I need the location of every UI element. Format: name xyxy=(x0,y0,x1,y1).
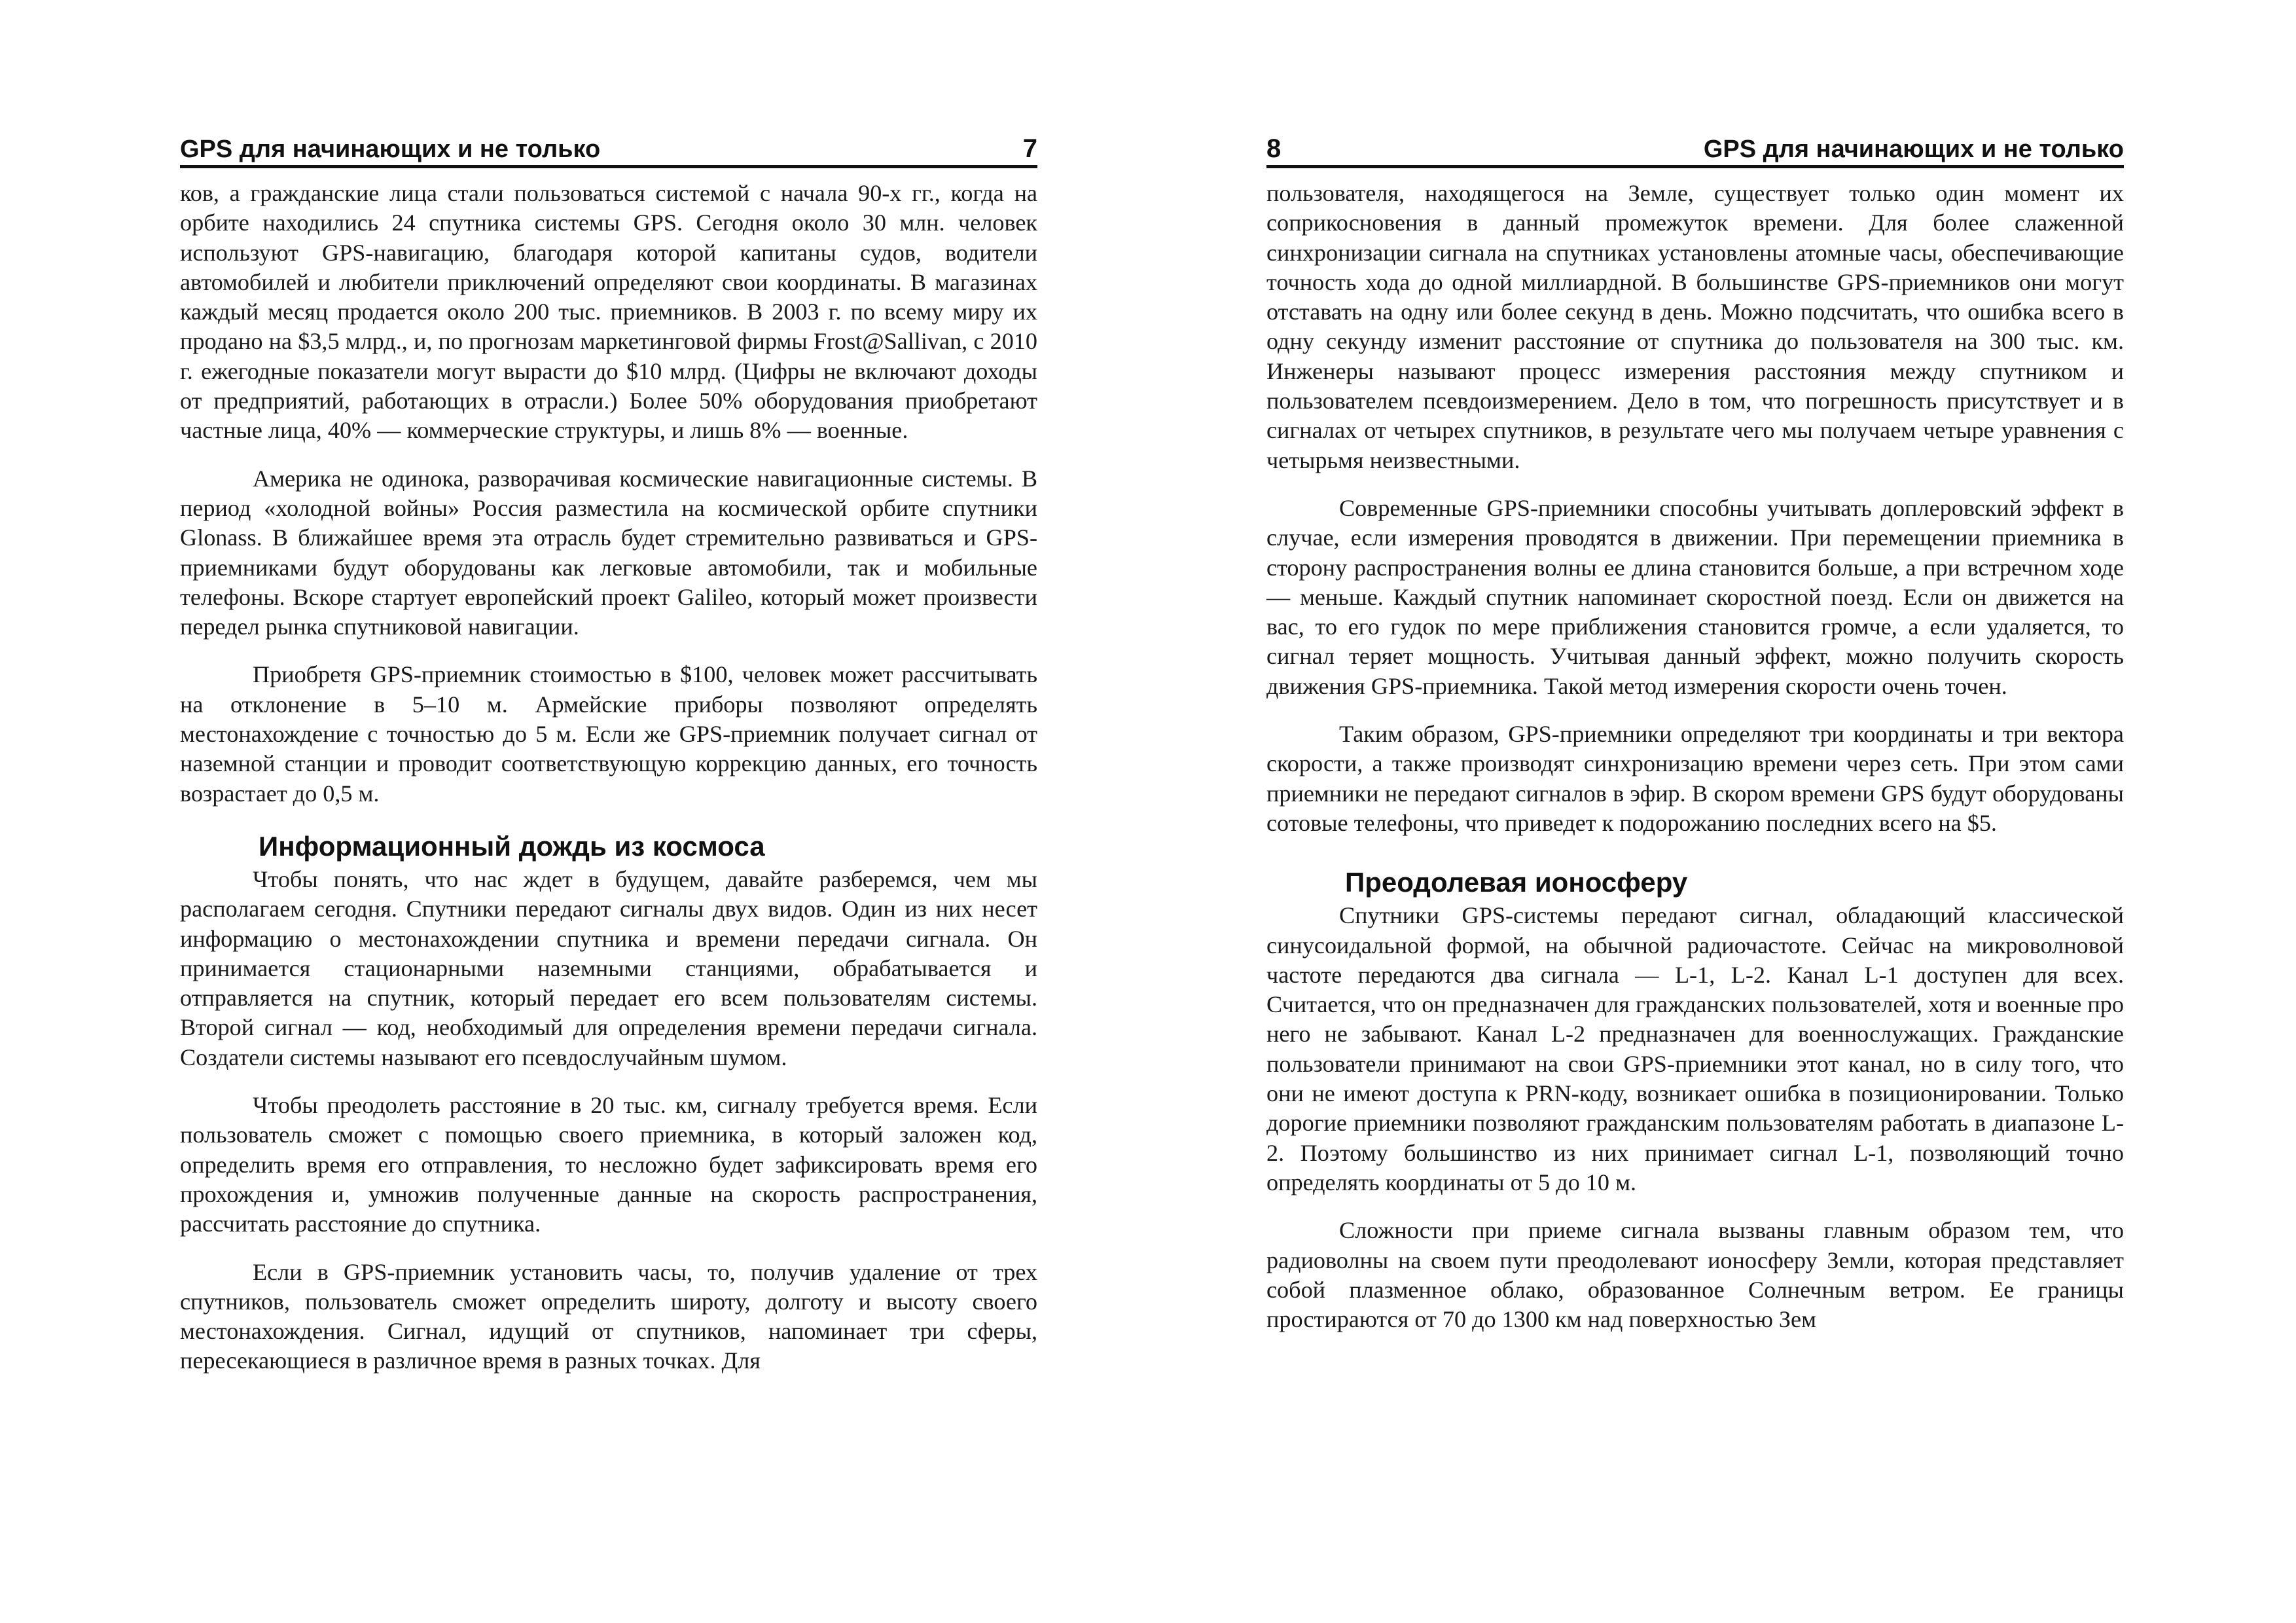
left-body-text xyxy=(180,179,1037,1376)
paragraph: Если в GPS-приемник установить часы, то, получив удаление от трех спутников, пользователь сможет определить широту, долготу и высоту своего местонахождения. Сигнал, идущий от спутников, напоминает три сферы, пересекающиеся в различное время в разных точках. Для xyxy=(180,1258,1037,1374)
paragraph: пользователя, находящегося на Земле, существует только один момент их соприкосновения в данный промежуток времени. Для более слаженной синхронизации сигнала на спутниках установлены атомные часы, обеспечивающие точность хода до одной миллиардной. В большинстве GPS-приемников они могут отставать на одну или более секунд в день. Можно подсчитать, что ошибка всего в одну секунду изменит расстояние от спутника до пользователя на 300 тыс. км. Инженеры называют процесс измерения расстояния между спутником и пользователем псевдоизмерением. Дело в том, что погрешность присутствует и в сигналах от четырех спутников, в результате чего мы получаем четыре уравнения с четырьмя неизвестными. xyxy=(1266,180,2124,473)
paragraph: Таким образом, GPS-приемники определяют три координаты и три вектора скорости, а также производят синхронизацию времени через сеть. При этом сами приемники не передают сигналов в эфир. В скором времени GPS будут оборудованы сотовые телефоны, что приведет к подорожанию последних всего на $5. xyxy=(1266,721,2124,836)
paragraph: Америка не одинока, разворачивая космические навигационные системы. В период «холодной войны» Россия разместила на космической орбите спутники Glonass. В ближайшее время эта отрасль будет стремительно развиваться и GPS-приемниками будут оборудованы как легковые автомобили, так и мобильные телефоны. Вскоре стартует европейский проект Galileo, который может произвести передел рынка спутниковой навигации. xyxy=(180,465,1037,640)
paragraph: Сложности при приеме сигнала вызваны главным образом тем, что радиоволны на своем пути преодолевают ионосферу Земли, которая представляет собой плазменное облако, образованное Солнечным ветром. Ее границы простираются от 70 до 1300 км над поверхностью Зем xyxy=(1266,1217,2124,1333)
right-body-text xyxy=(1266,179,2124,1334)
right-page xyxy=(1266,131,2124,1334)
paragraph: Спутники GPS-системы передают сигнал, обладающий классической синусоидальной формой, на обычной радиочастоте. Сейчас на микроволновой частоте передаются два сигнала — L-1, L-2. Канал L-1 доступен для всех. Считается, что он предназначен для гражданских пользователей, хотя и военные про него не забывают. Канал L-2 предназначен для военнослужащих. Гражданские пользователи принимают на свои GPS-приемники этот канал, но в силу того, что они не имеют доступа к PRN-коду, возникает ошибка в позиционировании. Только дорогие приемники позволяют гражданским пользователям работать в диапазоне L-2. Поэтому большинство из них принимает сигнал L-1, позволяющий точно определять координаты от 5 до 10 м. xyxy=(1266,902,2124,1195)
right-running-head xyxy=(1266,131,2124,168)
right-running-title: GPS для начинающих и не только xyxy=(1703,136,2124,163)
paragraph: Чтобы преодолеть расстояние в 20 тыс. км, сигналу требуется время. Если пользователь сможет с помощью своего приемника, в который заложен код, определить время его отправления, то несложно будет зафиксировать время его прохождения и, умножив полученные данные на скорость распространения, рассчитать расстояние до спутника. xyxy=(180,1092,1037,1237)
paragraph: Чтобы понять, что нас ждет в будущем, давайте разберемся, чем мы располагаем сегодня. Спутники передают сигналы двух видов. Один из них несет информацию о местонахождении спутника и времени передачи сигнала. Он принимается стационарными наземными станциями, обрабатывается и отправляется на спутник, который передает его всем пользователям системы. Второй сигнал — код, необходимый для определения времени передачи сигнала. Создатели системы называют его псевдослучайным шумом. xyxy=(180,866,1037,1070)
section-heading: Информационный дождь из космоса xyxy=(259,830,765,862)
paragraph: ков, а гражданские лица стали пользоваться системой с начала 90-х гг., когда на орбите находились 24 спутника системы GPS. Сегодня около 30 млн. человек используют GPS-навигацию, благодаря которой капитаны судов, водители автомобилей и любители приключений определяют свои координаты. В магазинах каждый месяц продается около 200 тыс. приемников. В 2003 г. по всему миру их продано на $3,5 млрд., и, по прогнозам маркетинговой фирмы Frost@Sallivan, с 2010 г. ежегодные показатели могут вырасти до $10 млрд. (Цифры не включают доходы от предприятий, работающих в отрасли.) Более 50% оборудования приобретают частные лица, 40% — коммерческие структуры, и лишь 8% — военные. xyxy=(180,180,1037,444)
paragraph: Приобретя GPS-приемник стоимостью в $100, человек может рассчитывать на отклонение в 5–10 м. Армейские приборы позволяют определять местонахождение с точностью до 5 м. Если же GPS-приемник получает сигнал от наземной станции и проводит соответствующую коррекцию данных, его точность возрастает до 0,5 м. xyxy=(180,661,1037,807)
left-running-head xyxy=(180,131,1037,168)
right-page-number: 8 xyxy=(1266,134,1282,163)
left-page-number: 7 xyxy=(1022,134,1037,163)
left-running-title: GPS для начинающих и не только xyxy=(180,136,601,163)
left-page xyxy=(180,131,1037,1376)
section-heading: Преодолевая ионосферу xyxy=(1345,867,1688,898)
paragraph: Современные GPS-приемники способны учитывать доплеровский эффект в случае, если измерения проводятся в движении. При перемещении приемника в сторону распространения волны ее длина становится больше, а при встречном ходе — меньше. Каждый спутник напоминает скоростной поезд. Если он движется на вас, то его гудок по мере приближения становится громче, а если удаляется, то сигнал теряет мощность. Учитывая данный эффект, можно получить скорость движения GPS-приемника. Такой метод измерения скорости очень точен. xyxy=(1266,494,2124,699)
